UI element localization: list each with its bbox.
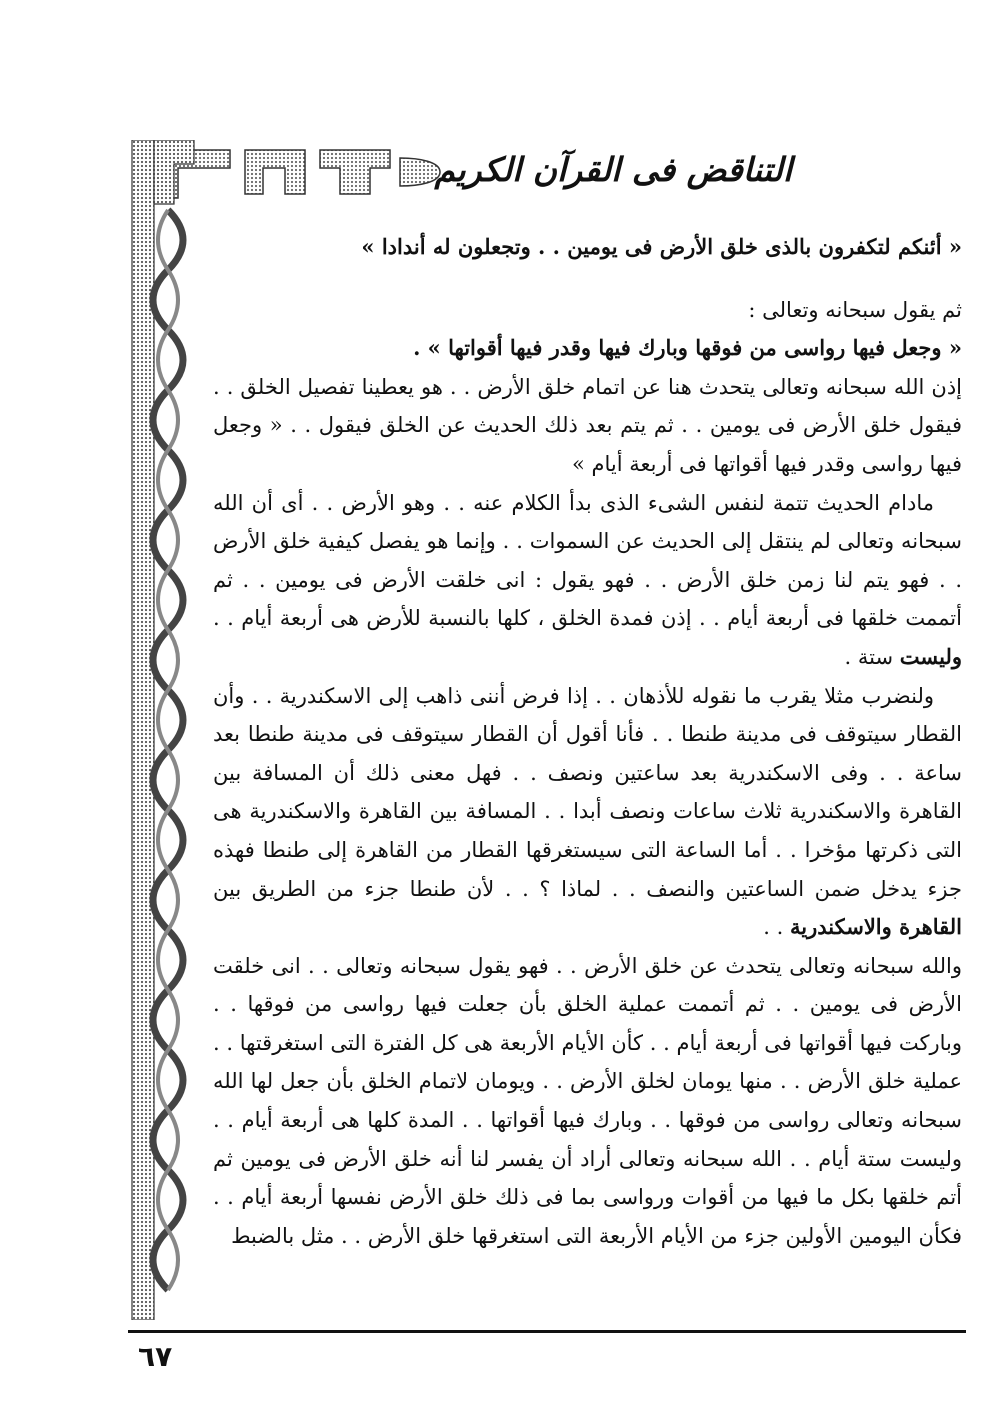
footer-divider [128, 1330, 966, 1333]
paragraph-2-bold: وليست [899, 643, 962, 669]
body-text [213, 228, 962, 1255]
paragraph-3-end: . . [763, 915, 784, 940]
paragraph-3-text: ولنضرب مثلا يقرب ما نقوله للأذهان . . إذا فرض أننى ذاهب إلى الاسكندرية . . وأن القطار سيتوقف فى مدينة طنطا . . فأنا أقول أن القطار سيتوقف فى مدينة طنطا بعد ساعة . . وفى الاسكندرية بعد ساعتين ونصف . . فهل معنى ذلك أن المسافة بين القاهرة والاسكندرية ثلاث ساعات ونصف أبدا . . المسافة بين القاهرة والاسكندرية هى التى ذكرتها مؤخرا . . أما الساعة التى سيستغرقها القطار من القاهرة إلى طنطا فهذه جزء يدخل ضمن الساعتين والنصف . . لماذا ؟ . . لأن طنطا جزء من الطريق بين [213, 683, 962, 901]
paragraph-4: والله سبحانه وتعالى يتحدث عن خلق الأرض . . فهو يقول سبحانه وتعالى . . انى خلقت الأرض فى يومين . . ثم أتممت عملية الخلق بأن جعلت فيها رواسى من فوقها . . وباركت فيها أقواتها فى أربعة أيام . . كأن الأيام الأربعة هى كل الفترة التى استغرقتها . . عملية خلق الأرض . . منها يومان لخلق الأرض . . ويومان لاتمام الخلق بأن جعل لها الله سبحانه وتعالى رواسى من فوقها . . وبارك فيها أقواتها . . المدة كلها هى أربعة أيام . . وليست ستة أيام . . الله سبحانه وتعالى أراد أن يفسر لنا أنه خلق الأرض فى يومين ثم أتم خلقها بكل ما فيها من أقوات ورواسى بما فى ذلك خلق الأرض نفسها أربعة أيام . . فكأن اليومين الأولين جزء من الأيام الأربعة التى استغرقها خلق الأرض . . مثل بالضبط [213, 953, 962, 1248]
page-title: التناقض فى القرآن الكريم [434, 150, 792, 189]
paragraph-1: إذن الله سبحانه وتعالى يتحدث هنا عن اتمام خلق الأرض . . هو يعطينا تفصيل الخلق . . فيقول خلق الأرض فى يومين . . ثم يتم بعد ذلك الحديث عن الخلق فيقول . . « وجعل فيها رواسى وقدر فيها أقواتها فى أربعة أيام » [213, 374, 962, 476]
ornamental-side-border [128, 140, 206, 1320]
paragraph-2-end: ستة . [844, 644, 894, 669]
paragraph-3 [213, 677, 962, 947]
paragraph-3-bold: القاهرة والاسكندرية [790, 914, 962, 940]
paragraph-2 [213, 484, 962, 677]
paragraph-2-text: مادام الحديث تتمة لنفس الشىء الذى بدأ الكلام عنه . . وهو الأرض . . أى أن الله سبحانه وتعالى لم ينتقل إلى الحديث عن السموات . . وإنما هو يفصل كيفية خلق الأرض . . فهو يتم لنا زمن خلق الأرض . . فهو يقول : انى خلقت الأرض فى يومين . . ثم أتممت خلقها فى أربعة أيام . . إذن فمدة الخلق ، كلها بالنسبة للأرض هى أربعة أيام . . [213, 490, 962, 631]
intro-line: ثم يقول سبحانه وتعالى : [748, 297, 962, 322]
page-number: ٦٧ [138, 1340, 173, 1373]
quote-verse-2: « وجعل فيها رواسى من فوقها وبارك فيها وقدر فيها أقواتها » . [413, 335, 962, 361]
quote-verse-1: « أئنكم لتكفرون بالذى خلق الأرض فى يومين . . وتجعلون له أندادا » [361, 234, 962, 259]
